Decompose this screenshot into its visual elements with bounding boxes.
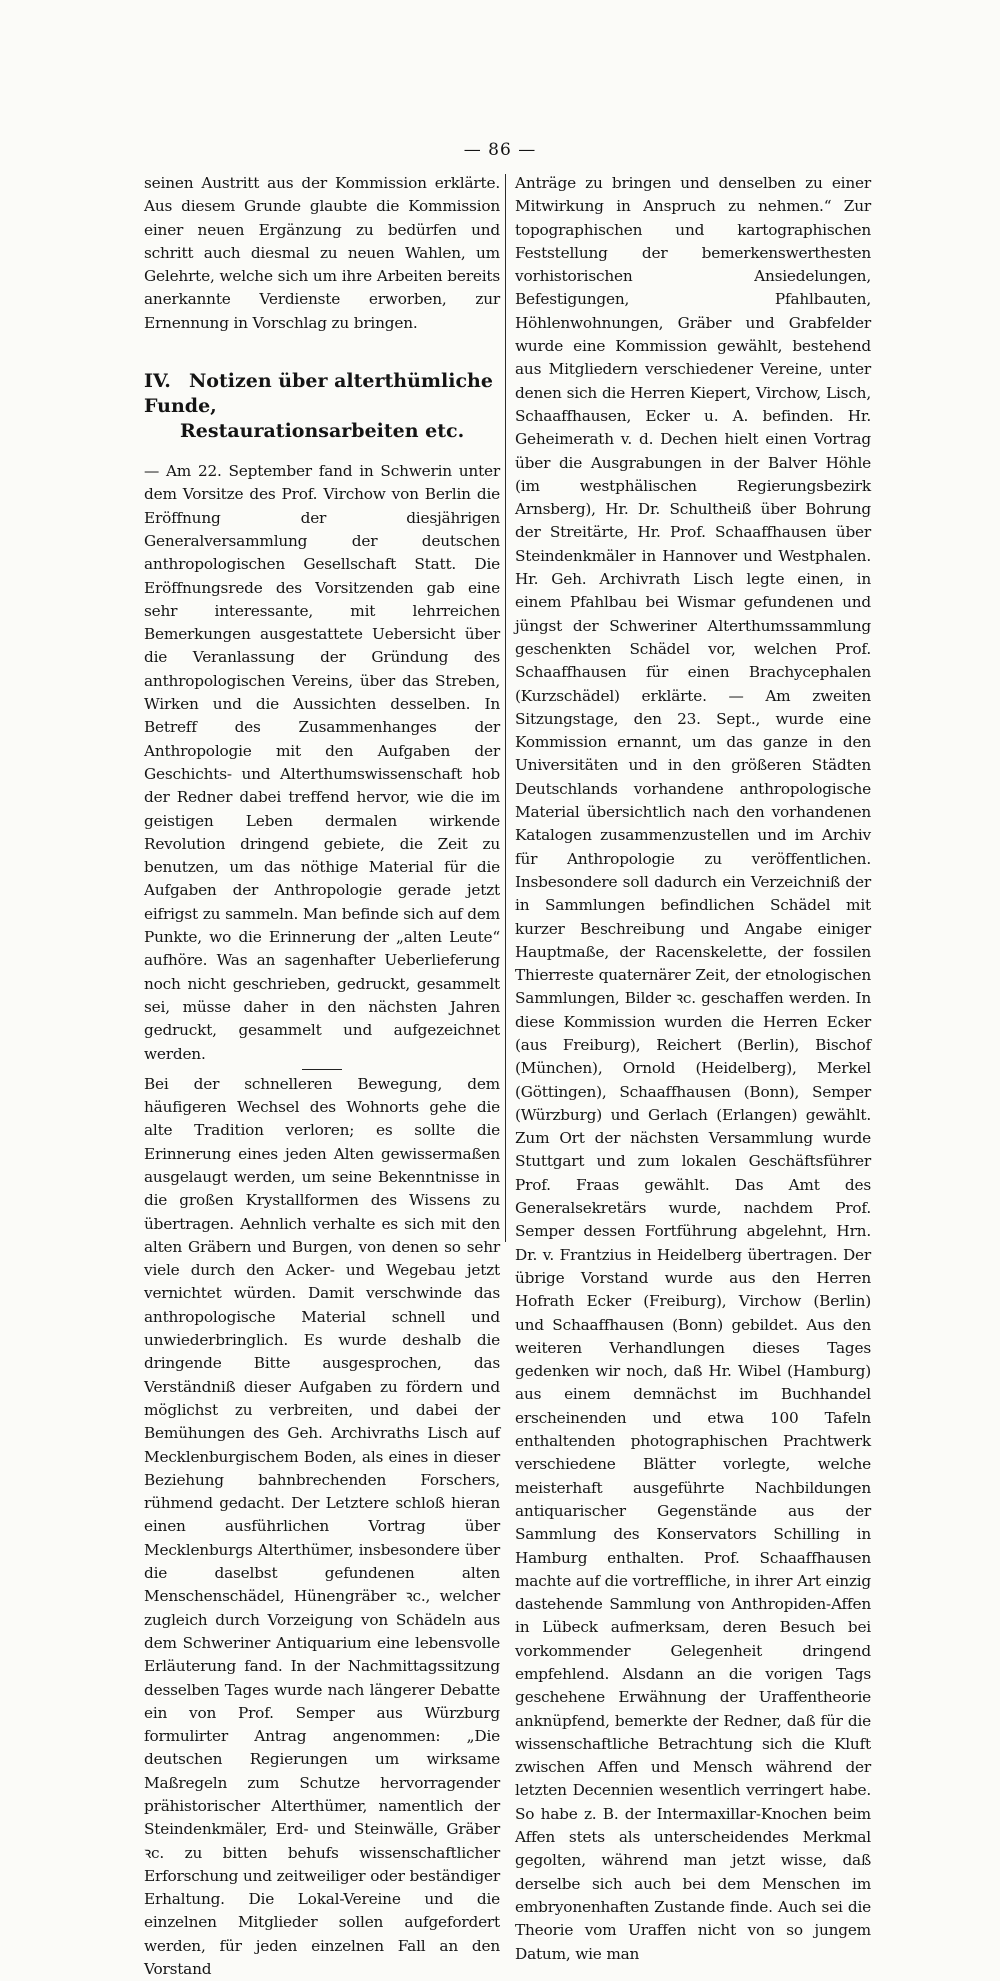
body-paragraph: — Am 22. September fand in Schwerin unter dem Vorsitze des Prof. Virchow von Berlin die Eröffnung der diesjährigen Generalversammlung der deutschen anthropologischen Gesellschaft Statt. Die Eröffnungsrede des Vorsitzenden gab eine sehr interessante, mit lehrreichen Bemerkungen ausgestattete Uebersicht über die Veranlassung der Gründung des anthropologischen Vereins, über das Streben, Wirken und die Aussichten desselben. In Betreff des Zusammenhanges der Anthropologie mit den Aufgaben der Geschichts- und Alterthumswissenschaft hob der Redner dabei treffend hervor, wie die im geistigen Leben dermalen wirkende Revolution dringend gebiete, die Zeit zu benutzen, um das nöthige Material für die Aufgaben der Anthropologie gerade jetzt eifrigst zu sammeln. Man befinde sich auf dem Punkte, wo die Erinnerung der „alten Leute“ aufhöre. Was an sagenhafter Ueberlieferung noch nicht geschrieben, gedruckt, gesammelt sei, müsse daher in den nächsten Jahren gedruckt, gesammelt und aufgezeichnet werden. [144, 462, 500, 1063]
section-number: IV. [144, 370, 171, 393]
section-title-line-1: Notizen über alterthümliche Funde, [144, 370, 493, 418]
body-paragraph: Anträge zu bringen und denselben zu einer Mitwirkung in Anspruch zu nehmen.“ Zur topographischen und kartographischen Feststellung der bemerkenswerthesten vorhistorischen Ansiedelungen, Befestigungen, Pfahlbauten, Höhlenwohnungen, Gräber und Grabfelder wurde eine Kommission gewählt, bestehend aus Mitgliedern verschiedener Vereine, unter denen sich die Herren Kiepert, Virchow, Lisch, Schaaffhausen, Ecker u. A. befinden. Hr. Geheimerath v. d. Dechen hielt einen Vortrag über die Ausgrabungen in der Balver Höhle (im westphälischen Regierungsbezirk Arnsberg), Hr. Dr. Schultheiß über Bohrung der Streitärte, Hr. Prof. Schaaffhausen über Steindenkmäler in Hannover und Westphalen. Hr. Geh. Archivrath Lisch legte einen, in einem Pfahlbau bei Wismar gefundenen und jüngst der Schweriner Alterthumssammlung geschenkten Schädel vor, welchen Prof. Schaaffhausen für einen Brachycephalen (Kurzschädel) erklärte. — Am zweiten Sitzungstage, den 23. Sept., wurde eine Kommission ernannt, um das ganze in den Universitäten und in den größeren Städten Deutschlands vorhandene anthropologische Material übersichtlich nach den vorhandenen Katalogen zusammenzustellen und im Archiv für Anthropologie zu veröffentlichen. Insbesondere soll dadurch ein Verzeichniß der in Sammlungen befindlichen Schädel mit kurzer Beschreibung und Angabe einiger Hauptmaße, der Racenskelette, der fossilen Thierreste quaternärer Zeit, der etnologischen Sammlungen, Bilder ꝛc. geschaffen werden. In diese Kommission wurden die Herren Ecker (aus Freiburg), Reichert (Berlin), Bischof (München), Ornold (Heidelberg), Merkel (Göttingen), Schaaffhausen (Bonn), Semper (Würzburg) und Gerlach (Erlangen) gewählt. Zum Ort der nächsten Versammlung wurde Stuttgart und zum lokalen Geschäftsführer Prof. Fraas gewählt. Das Amt des Generalsekretärs wurde, nachdem Prof. Semper dessen Fortführung abgelehnt, Hrn. Dr. v. Frantzius in Heidelberg übertragen. Der übrige Vorstand wurde aus den Herren Hofrath Ecker (Freiburg), Virchow (Berlin) und Schaaffhausen (Bonn) gebildet. Aus den weiteren Verhandlungen dieses Tages gedenken wir noch, daß Hr. Wibel (Hamburg) aus einem demnächst im Buchhandel erscheinenden und etwa 100 Tafeln enthaltenden photographischen Prachtwerk verschiedene Blätter vorlegte, welche meisterhaft ausgeführte Nachbildungen antiquarischer Gegenstände aus der Sammlung des Konservators Schilling in Hamburg enthalten. Prof. Schaaffhausen machte auf die vortreffliche, in ihrer Art einzig dastehende Sammlung von Anthropiden-Affen in Lübeck aufmerksam, deren Besuch bei vorkommender Gelegenheit dringend empfehlend. Alsdann an die vorigen Tags geschehene Erwähnung der Uraffentheorie anknüpfend, bemerkte der Redner, daß für die wissenschaftliche Betrachtung sich die Kluft zwischen Affen und Mensch während der letzten Decennien wesentlich verringert habe. So habe z. B. der Intermaxillar-Knochen beim Affen stets als unterscheidendes Merkmal gegolten, während man jetzt wisse, daß derselbe sich auch bei dem Menschen im embryonenhaften Zustande finde. Auch sei die Theorie vom Uraffen nicht von so jungem Datum, wie man [515, 174, 871, 1963]
body-paragraph: Bei der schnelleren Bewegung, dem häufigeren Wechsel des Wohnorts gehe die alte Tradition verloren; es sollte die Erinnerung eines jeden Alten gewissermaßen ausgelaugt werden, um seine Bekenntnisse in die großen Krystallformen des Wissens zu übertragen. Aehnlich verhalte es sich mit den alten Gräbern und Burgen, von denen so sehr viele durch den Acker- und Wegebau jetzt vernichtet würden. Damit verschwinde das anthropologische Material schnell und unwiederbringlich. Es wurde deshalb die dringende Bitte ausgesprochen, das Verständniß dieser Aufgaben zu fördern und möglichst zu verbreiten, und dabei der Bemühungen des Geh. Archivraths Lisch auf Mecklenburgischem Boden, als eines in dieser Beziehung bahnbrechenden Forschers, rühmend gedacht. Der Letztere schloß hieran einen ausführlichen Vortrag über Mecklenburgs Alterthümer, insbesondere über die daselbst gefundenen alten Menschenschädel, Hünengräber ꝛc., welcher zugleich durch Vorzeigung von Schädeln aus dem Schweriner Antiquarium eine lebensvolle Erläuterung fand. In der Nachmittagssitzung desselben Tages wurde nach längerer Debatte ein von Prof. Semper aus Würzburg formulirter Antrag angenommen: „Die deutschen Regierungen um wirksame Maßregeln zum Schutze hervorragender prähistorischer Alterthümer, namentlich der Steindenkmäler, Erd- und Steinwälle, Gräber ꝛc. zu bitten behufs wissenschaftlicher Erforschung und zeitweiliger oder beständiger Erhaltung. Die Lokal-Vereine und die einzelnen Mitglieder sollen aufgefordert werden, für jeden einzelnen Fall an den Vorstand [144, 1074, 500, 1979]
separator-rule [302, 1069, 342, 1070]
section-heading [144, 369, 500, 444]
section-title-line-2: Restaurationsarbeiten etc. [180, 420, 465, 443]
left-column [144, 172, 500, 1981]
page-number: — 86 — [463, 140, 537, 160]
intro-paragraph: seinen Austritt aus der Kommission erklärte. Aus diesem Grunde glaubte die Kommission einer neuen Ergänzung zu bedürfen und schritt auch diesmal zu neuen Wahlen, um Gelehrte, welche sich um ihre Arbeiten bereits anerkannte Verdienste erworben, zur Ernennung in Vorschlag zu bringen. [144, 174, 500, 332]
column-divider [505, 174, 506, 1242]
right-column [515, 172, 871, 1966]
